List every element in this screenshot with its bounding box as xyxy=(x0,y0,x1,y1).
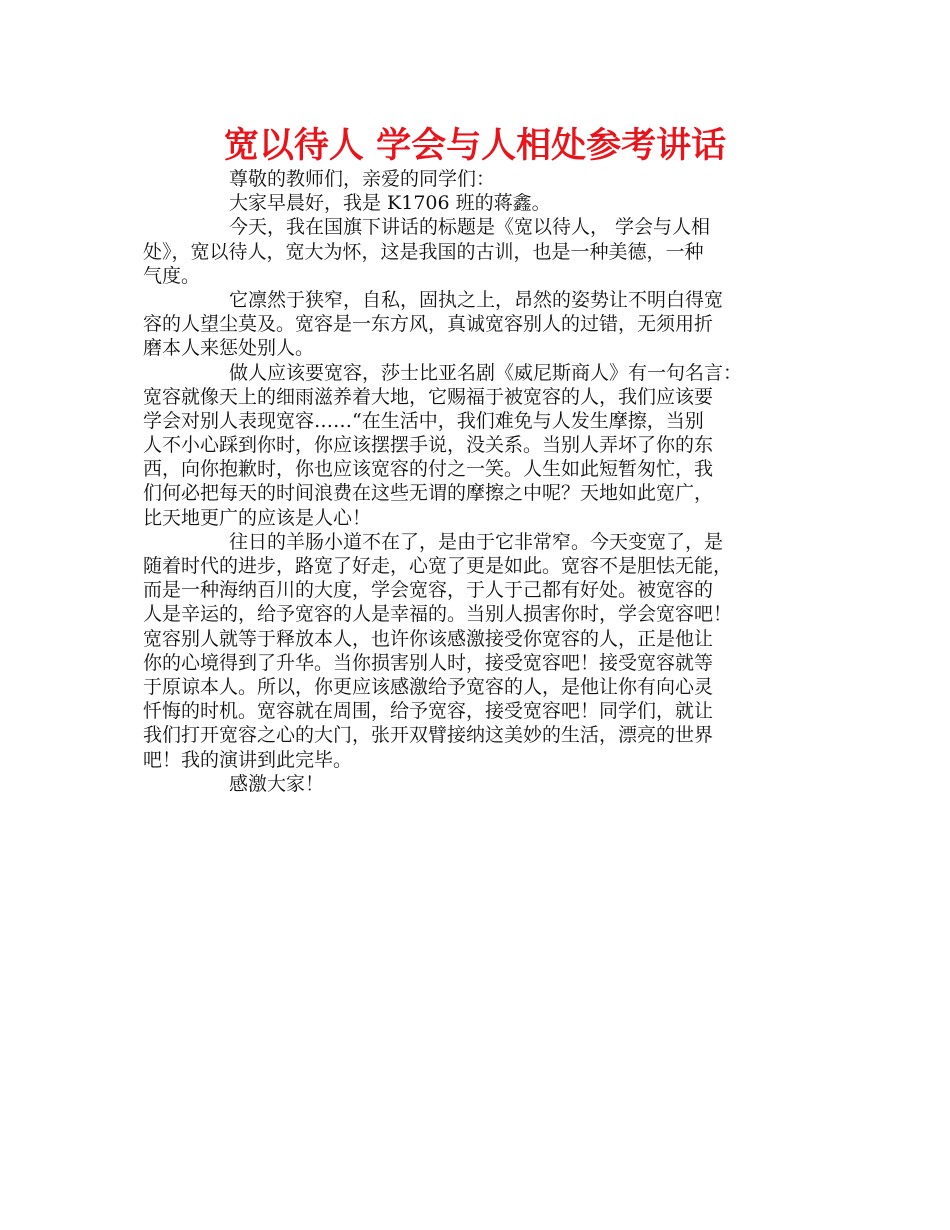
text-line: 宽容就像天上的细雨滋养着大地，它赐福于被宽容的人，我们应该要 xyxy=(143,385,714,408)
text-line: 它凛然于狭窄，自私，固执之上，昂然的姿势让不明白得宽 xyxy=(229,288,724,311)
text-line: 你的心境得到了升华。当你损害别人时，接受宽容吧！接受宽容就等 xyxy=(143,651,714,674)
text-line: 吧！我的演讲到此完毕。 xyxy=(143,748,353,771)
document-title: 宽以待人 学会与人相处参考讲话 xyxy=(223,126,727,166)
text-line: 而是一种海纳百川的大度，学会宽容，于人于己都有好处。被宽容的 xyxy=(143,579,714,602)
text-line: 忏悔的时机。宽容就在周围，给予宽容，接受宽容吧！同学们，就让 xyxy=(143,700,714,723)
document-body xyxy=(143,167,813,796)
text-line: 磨本人来惩处别人。 xyxy=(143,337,315,360)
text-line: 于原谅本人。所以，你更应该感激给予宽容的人，是他让你有向心灵 xyxy=(143,675,714,698)
text-line: 人是辛运的，给予宽容的人是幸福的。当别人损害你时，学会宽容吧！ xyxy=(143,603,733,626)
text-line: 西，向你抱歉时，你也应该宽容的付之一笑。人生如此短暂匆忙，我 xyxy=(143,458,714,481)
text-line: 气度。 xyxy=(143,264,201,287)
text-line: 感激大家！ xyxy=(229,772,325,795)
text-line: 我们打开宽容之心的大门，张开双臂接纳这美妙的生活，漂亮的世界 xyxy=(143,724,714,747)
text-line: 学会对别人表现宽容……“在生活中，我们难免与人发生摩擦，当别 xyxy=(143,409,704,432)
text-line: 大家早晨好，我是 K1706 班的蒋鑫。 xyxy=(229,192,551,215)
text-line: 人不小心踩到你时，你应该摆摆手说，没关系。当别人弄坏了你的东 xyxy=(143,434,714,457)
text-line: 尊敬的教师们，亲爱的同学们： xyxy=(229,168,496,190)
text-line: 今天，我在国旗下讲话的标题是《宽以待人， 学会与人相 xyxy=(229,216,711,239)
text-line: 宽容别人就等于释放本人，也许你该感激接受你宽容的人，正是他让 xyxy=(143,627,714,650)
text-line: 随着时代的进步，路宽了好走，心宽了更是如此。宽容不是胆怯无能， xyxy=(143,555,733,577)
text-line: 做人应该要宽容，莎士比亚名剧《威尼斯商人》有一句名言： xyxy=(229,361,743,384)
text-line: 们何必把每天的时间浪费在这些无谓的摩擦之中呢？天地如此宽广， xyxy=(143,482,714,505)
text-line: 比天地更广的应该是人心！ xyxy=(143,506,372,529)
text-line: 处》，宽以待人，宽大为怀，这是我国的古训，也是一种美德，一种 xyxy=(143,240,704,263)
text-line: 往日的羊肠小道不在了，是由于它非常窄。今天变宽了，是 xyxy=(229,530,724,553)
text-line: 容的人望尘莫及。宽容是一东方风，真诚宽容别人的过错，无须用折 xyxy=(143,313,714,336)
